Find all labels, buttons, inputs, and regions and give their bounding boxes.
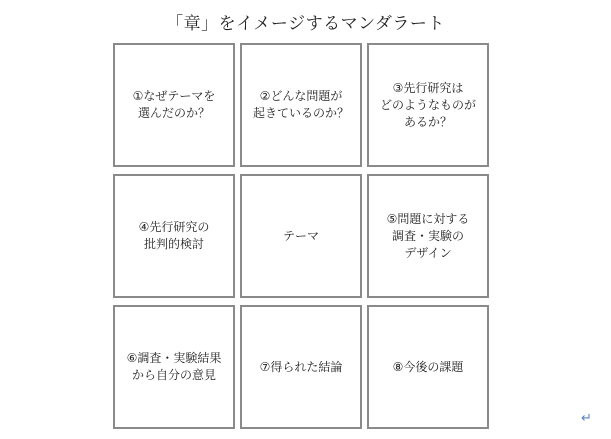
cell-theme-center-text: テーマ	[282, 228, 319, 243]
cell-conclusion	[240, 305, 362, 429]
cell-why-theme	[113, 43, 235, 167]
cell-what-problem-text: ②どんな問題が 起きているのか？	[252, 89, 349, 120]
cell-research-design-text: ⑤問題に対する 調査・実験の デザイン	[386, 211, 470, 260]
cell-prior-research	[367, 43, 489, 167]
cell-critical-review-text: ④先行研究の 批判的検討	[138, 220, 210, 251]
cell-what-problem	[240, 43, 362, 167]
cell-theme-center	[240, 174, 362, 298]
paragraph-return-mark: ↵	[581, 411, 592, 426]
cell-prior-research-text: ③先行研究は どのようなものが あるか？	[379, 80, 476, 129]
cell-results-opinion-text: ⑥調査・実験結果 から自分の意見	[126, 351, 222, 382]
cell-future-issues	[367, 305, 489, 429]
cell-future-issues-text: ⑧今後の課題	[392, 359, 464, 374]
cell-conclusion-text: ⑦得られた結論	[259, 359, 343, 374]
cell-critical-review	[113, 174, 235, 298]
cell-results-opinion	[113, 305, 235, 429]
diagram-title: 「章」をイメージするマンダラート	[166, 14, 445, 34]
mandala-grid	[113, 43, 489, 429]
cell-why-theme-text: ①なぜテーマを 選んだのか？	[132, 89, 216, 120]
cell-research-design	[367, 174, 489, 298]
